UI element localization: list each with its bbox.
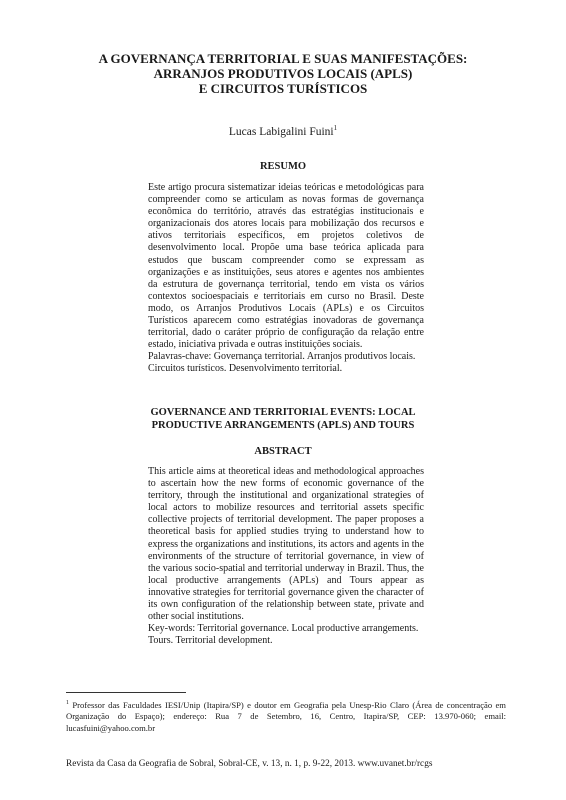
title-line-1: A GOVERNANÇA TERRITORIAL E SUAS MANIFESTAÇÕES: [98,51,468,66]
abstract-text: This article aims at theoretical ideas and methodological approaches to ascertain how the new forms of economic governance of the territory, through the institutional and organizational strategies of local actors to mobilize resources and territorial assets specific collective projects of territorial development. The paper proposes a theoretical basis for applied studies trying to understand how to express the organizations and institutions, its actors and agents in the environments of the structure of territorial governance, in view of the various socio-spatial and territorial underway in Brazil. Thus, the local productive arrangements (APLs) and Tours appear as innovative strategies for territorial governance given the character of its own configuration of the relationship between state, private and other social institutions. [148,466,424,623]
english-title-line-2: PRODUCTIVE ARRANGEMENTS (APLS) AND TOURS [151,420,415,431]
page-footer: Revista da Casa da Geografia de Sobral, Sobral-CE, v. 13, n. 1, p. 9-22, 2013. www.uvanet.br/rcgs [66,759,433,769]
abstract-keywords: Key-words: Territorial governance. Local productive arrangements. Tours. Territorial development. [148,623,419,647]
footnote [66,698,506,734]
resumo-section [148,182,424,376]
author-name: Lucas Labigalini Fuini [228,125,334,138]
abstract-heading: ABSTRACT [254,446,312,457]
footnote-mark: 1 [66,700,69,706]
footnote-divider [66,692,186,693]
abstract-section [148,466,424,647]
title-line-2: ARRANJOS PRODUTIVOS LOCAIS (APLS) [153,66,413,81]
resumo-keywords: Palavras-chave: Governança territorial. Arranjos produtivos locais. Circuitos turísticos. Desenvolvimento territorial. [148,351,416,375]
english-title [0,406,566,432]
resumo-heading: RESUMO [259,161,307,172]
footnote-text: Professor das Faculdades IESI/Unip (Itapira/SP) e doutor em Geografia pela Unesp-Rio Claro (Área de concentração em Organização do Espaço); endereço: Rua 7 de Setembro, 16, Centro, Itapira/SP, CEP: 13.970-060; email: lucasfuini@yahoo.com.br [66,699,506,733]
article-title [0,51,566,96]
author [0,124,566,138]
title-line-3: E CIRCUITOS TURÍSTICOS [198,81,368,96]
english-title-line-1: GOVERNANCE AND TERRITORIAL EVENTS: LOCAL [150,407,416,418]
author-footnote-mark: 1 [333,124,338,132]
resumo-text: Este artigo procura sistematizar ideias teóricas e metodológicas para compreender como se articulam as novas formas de governança econômica do território, através das estratégias institucionais e organizacionais dos atores locais para mobilização dos recursos e ativos territoriais específicos, em projetos coletivos de desenvolvimento local. Propõe uma base teórica aplicada para estudos que buscam compreender como se expressam as organizações e as instituições, seus atores e agentes nos ambientes da estrutura de governança territorial, tendo em vista os vários contextos socioespaciais e territoriais em curso no Brasil. Deste modo, os Arranjos Produtivos Locais (APLs) e os Circuitos Turísticos aparecem como estratégias inovadoras de governança territorial, dado o caráter próprio de configuração da relação entre estado, iniciativa privada e outras instituições sociais. [148,182,424,351]
